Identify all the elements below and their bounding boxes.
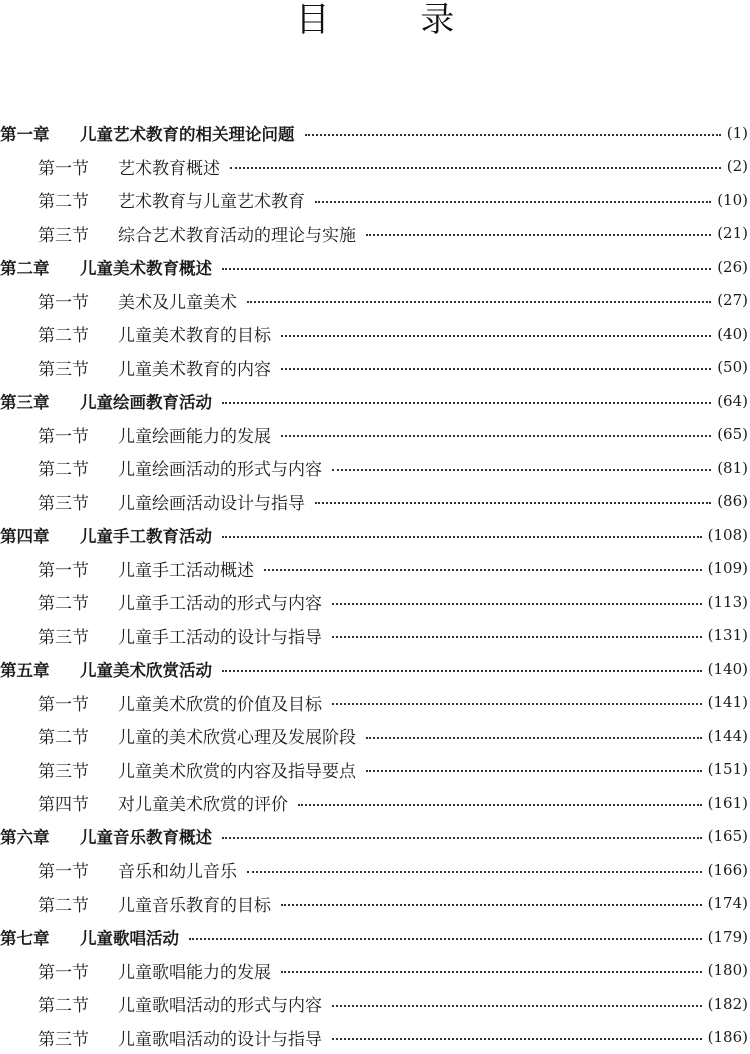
- section-title: 儿童歌唱活动的形式与内容: [118, 991, 322, 1016]
- section-title: 儿童歌唱能力的发展: [118, 958, 271, 983]
- section-title: 儿童绘画活动设计与指导: [118, 489, 305, 514]
- section-number: 第三节: [38, 489, 118, 514]
- section-number: 第一节: [38, 690, 118, 715]
- dot-leader: [230, 167, 721, 169]
- page-number: (180): [708, 961, 750, 979]
- section-title: 艺术教育与儿童艺术教育: [118, 187, 305, 212]
- page-number: (144): [708, 727, 750, 745]
- dot-leader: [247, 301, 711, 303]
- page-number: (141): [708, 693, 750, 711]
- section-title: 儿童音乐教育的目标: [118, 891, 271, 916]
- chapter-number: 第三章: [0, 389, 80, 413]
- section-number: 第一节: [38, 556, 118, 581]
- dot-leader: [189, 938, 702, 940]
- page-number: (182): [708, 995, 750, 1013]
- page-number: (65): [717, 425, 750, 443]
- section-number: 第二节: [38, 723, 118, 748]
- section-number: 第二节: [38, 991, 118, 1016]
- dot-leader: [281, 335, 711, 337]
- page-number: (161): [708, 794, 750, 812]
- toc-section-row[interactable]: [0, 183, 750, 217]
- chapter-title: 儿童绘画教育活动: [80, 389, 212, 413]
- chapter-number: 第七章: [0, 925, 80, 949]
- chapter-number: 第六章: [0, 824, 80, 848]
- dot-leader: [298, 804, 702, 806]
- dot-leader: [222, 837, 702, 839]
- section-number: 第三节: [38, 355, 118, 380]
- toc-section-row[interactable]: [0, 217, 750, 251]
- chapter-number: 第一章: [0, 121, 80, 145]
- section-number: 第四节: [38, 790, 118, 815]
- section-title: 儿童手工活动的形式与内容: [118, 589, 322, 614]
- page-number: (174): [708, 894, 750, 912]
- page-number: (1): [727, 124, 750, 142]
- dot-leader: [332, 603, 702, 605]
- dot-leader: [366, 737, 702, 739]
- section-title: 对儿童美术欣赏的评价: [118, 790, 288, 815]
- section-title: 儿童美术欣赏的价值及目标: [118, 690, 322, 715]
- toc-section-row[interactable]: [0, 686, 750, 720]
- section-title: 儿童绘画活动的形式与内容: [118, 455, 322, 480]
- toc-chapter-row[interactable]: [0, 250, 750, 284]
- section-number: 第一节: [38, 958, 118, 983]
- toc-chapter-row[interactable]: [0, 384, 750, 418]
- dot-leader: [222, 536, 702, 538]
- section-title: 艺术教育概述: [118, 154, 220, 179]
- section-number: 第二节: [38, 891, 118, 916]
- toc-section-row[interactable]: [0, 451, 750, 485]
- dot-leader: [332, 636, 702, 638]
- section-number: 第三节: [38, 1025, 118, 1050]
- dot-leader: [305, 134, 721, 136]
- dot-leader: [281, 971, 702, 973]
- toc-chapter-row[interactable]: [0, 820, 750, 854]
- page-number: (27): [717, 291, 750, 309]
- toc-chapter-row[interactable]: [0, 518, 750, 552]
- section-title: 儿童绘画能力的发展: [118, 422, 271, 447]
- section-title: 儿童美术教育的目标: [118, 321, 271, 346]
- page-number: (40): [717, 325, 750, 343]
- section-title: 综合艺术教育活动的理论与实施: [118, 221, 356, 246]
- toc-section-row[interactable]: [0, 317, 750, 351]
- chapter-title: 儿童手工教育活动: [80, 523, 212, 547]
- chapter-title: 儿童美术欣赏活动: [80, 657, 212, 681]
- dot-leader: [222, 402, 711, 404]
- section-number: 第二节: [38, 187, 118, 212]
- page-number: (165): [708, 827, 750, 845]
- dot-leader: [281, 435, 711, 437]
- chapter-title: 儿童艺术教育的相关理论问题: [80, 121, 295, 145]
- toc-section-row[interactable]: [0, 485, 750, 519]
- toc-section-row[interactable]: [0, 786, 750, 820]
- toc-chapter-row[interactable]: [0, 920, 750, 954]
- toc-section-row[interactable]: [0, 719, 750, 753]
- page-number: (81): [717, 459, 750, 477]
- chapter-number: 第五章: [0, 657, 80, 681]
- table-of-contents: [0, 116, 750, 1054]
- section-number: 第二节: [38, 321, 118, 346]
- page-number: (21): [717, 224, 750, 242]
- dot-leader: [366, 234, 711, 236]
- page-number: (64): [717, 392, 750, 410]
- section-number: 第二节: [38, 589, 118, 614]
- dot-leader: [315, 502, 711, 504]
- toc-section-row[interactable]: [0, 150, 750, 184]
- toc-section-row[interactable]: [0, 552, 750, 586]
- toc-section-row[interactable]: [0, 619, 750, 653]
- section-title: 儿童美术教育的内容: [118, 355, 271, 380]
- dot-leader: [281, 904, 702, 906]
- section-number: 第一节: [38, 857, 118, 882]
- dot-leader: [315, 201, 711, 203]
- section-number: 第一节: [38, 288, 118, 313]
- page-number: (179): [708, 928, 750, 946]
- toc-section-row[interactable]: [0, 853, 750, 887]
- section-title: 音乐和幼儿音乐: [118, 857, 237, 882]
- dot-leader: [264, 569, 702, 571]
- toc-section-row[interactable]: [0, 1021, 750, 1054]
- section-title: 美术及儿童美术: [118, 288, 237, 313]
- dot-leader: [332, 1038, 702, 1040]
- section-number: 第三节: [38, 623, 118, 648]
- dot-leader: [366, 770, 702, 772]
- dot-leader: [281, 368, 711, 370]
- section-title: 儿童手工活动概述: [118, 556, 254, 581]
- page-number: (166): [708, 861, 750, 879]
- page-number: (109): [708, 559, 750, 577]
- page-number: (10): [717, 191, 750, 209]
- page-number: (151): [708, 760, 750, 778]
- page-number: (26): [717, 258, 750, 276]
- section-title: 儿童的美术欣赏心理及发展阶段: [118, 723, 356, 748]
- section-title: 儿童手工活动的设计与指导: [118, 623, 322, 648]
- chapter-title: 儿童歌唱活动: [80, 925, 179, 949]
- chapter-title: 儿童美术教育概述: [80, 255, 212, 279]
- page-number: (108): [708, 526, 750, 544]
- toc-section-row[interactable]: [0, 987, 750, 1021]
- chapter-title: 儿童音乐教育概述: [80, 824, 212, 848]
- page-number: (131): [708, 626, 750, 644]
- section-number: 第三节: [38, 221, 118, 246]
- chapter-number: 第四章: [0, 523, 80, 547]
- toc-chapter-row[interactable]: [0, 652, 750, 686]
- section-number: 第二节: [38, 455, 118, 480]
- dot-leader: [332, 469, 711, 471]
- page-number: (50): [717, 358, 750, 376]
- section-title: 儿童美术欣赏的内容及指导要点: [118, 757, 356, 782]
- dot-leader: [222, 670, 702, 672]
- page-title: 目 录: [0, 0, 750, 40]
- section-number: 第一节: [38, 154, 118, 179]
- section-number: 第三节: [38, 757, 118, 782]
- toc-section-row[interactable]: [0, 887, 750, 921]
- toc-section-row[interactable]: [0, 418, 750, 452]
- dot-leader: [332, 1005, 702, 1007]
- toc-section-row[interactable]: [0, 585, 750, 619]
- section-title: 儿童歌唱活动的设计与指导: [118, 1025, 322, 1050]
- section-number: 第一节: [38, 422, 118, 447]
- toc-section-row[interactable]: [0, 753, 750, 787]
- page-number: (113): [708, 593, 750, 611]
- page-number: (2): [727, 157, 750, 175]
- toc-section-row[interactable]: [0, 351, 750, 385]
- page-number: (86): [717, 492, 750, 510]
- page-number: (140): [708, 660, 750, 678]
- toc-section-row[interactable]: [0, 284, 750, 318]
- dot-leader: [332, 703, 702, 705]
- dot-leader: [222, 268, 711, 270]
- chapter-number: 第二章: [0, 255, 80, 279]
- dot-leader: [247, 871, 702, 873]
- toc-section-row[interactable]: [0, 954, 750, 988]
- page-number: (186): [708, 1028, 750, 1046]
- toc-chapter-row[interactable]: [0, 116, 750, 150]
